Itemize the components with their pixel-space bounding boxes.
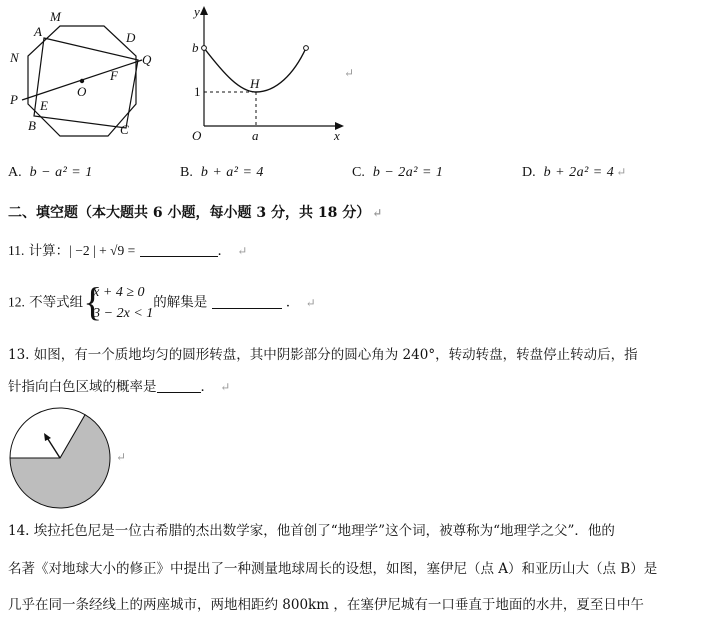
- label-b: B: [28, 118, 36, 133]
- inequality-system: [83, 279, 154, 324]
- label-y: y: [194, 4, 200, 19]
- return-mark: ↵: [344, 66, 355, 80]
- return-mark: ↵: [305, 295, 316, 310]
- answer-blank: [212, 294, 282, 309]
- label-one: 1: [194, 84, 201, 99]
- label-d: D: [126, 30, 136, 45]
- section-heading: [8, 202, 382, 224]
- option-b: [180, 164, 264, 181]
- label-m: M: [50, 9, 61, 24]
- option-d: [522, 164, 626, 181]
- spinner-pie: [8, 406, 128, 510]
- octagon-diagram: [4, 4, 164, 144]
- option-expr: b + a² = 4: [200, 165, 264, 180]
- label-x: x: [334, 128, 340, 143]
- option-expr: b + 2a² = 4: [543, 165, 615, 180]
- question-13-line-2: [8, 376, 230, 398]
- spinner-figure: [8, 406, 128, 510]
- question-text: 针指向白色区域的概率是: [8, 379, 157, 395]
- question-14-line-1: 14. 埃拉托色尼是一位古希腊的杰出数学家，他首创了“地理学”这个词，被尊称为“地理学之父”．他的: [8, 523, 615, 539]
- return-mark: ↵: [616, 165, 627, 179]
- question-14-line-3: 几乎在同一条经线上的两座城市，两地相距约 800km ，在塞伊尼城有一口垂直于地面的水井，夏至日中午: [8, 597, 644, 613]
- label-h: H: [250, 76, 260, 91]
- question-prefix: 计算：: [28, 243, 70, 259]
- label-f: F: [110, 68, 118, 83]
- answer-blank: [140, 242, 218, 257]
- label-q: Q: [142, 52, 152, 67]
- inequality-1: x + 4 ≥ 0: [93, 285, 145, 300]
- question-13-line-1: 13. 如图，有一个质地均匀的圆形转盘，其中阴影部分的圆心角为 240°，转动转盘，转盘停止转动后，指: [8, 347, 638, 363]
- label-b: b: [192, 40, 199, 55]
- label-e: E: [40, 98, 48, 113]
- return-mark: ↵: [372, 206, 383, 220]
- question-prefix: 不等式组: [29, 294, 84, 311]
- return-mark: ↵: [116, 450, 127, 464]
- label-o: O: [77, 84, 87, 99]
- label-origin: O: [192, 128, 202, 143]
- label-n: N: [10, 50, 19, 65]
- question-11: [8, 240, 247, 262]
- label-p: P: [10, 92, 18, 107]
- brace-icon: {: [83, 279, 103, 324]
- section-heading-text: 二、填空题（本大题共 6 小题，每小题 3 分，共 18 分）: [8, 205, 371, 221]
- question-end: ．: [285, 294, 300, 311]
- return-mark: ↵: [220, 380, 231, 394]
- question-suffix: ．: [217, 243, 231, 259]
- answer-blank: [157, 378, 201, 393]
- question-expr: | −2 | + √9 =: [69, 243, 136, 258]
- option-expr: b − a² = 1: [29, 165, 93, 180]
- label-a: A: [34, 24, 42, 39]
- octagon-figure: [4, 4, 164, 144]
- option-c: [352, 164, 443, 181]
- option-label: C.: [352, 165, 365, 180]
- label-c: C: [120, 122, 129, 137]
- question-suffix: 的解集是: [153, 294, 208, 311]
- option-label: B.: [180, 165, 193, 180]
- graph-figure: [184, 2, 354, 150]
- return-mark: ↵: [237, 244, 248, 258]
- function-graph: [184, 2, 354, 150]
- option-expr: b − 2a² = 1: [372, 165, 444, 180]
- label-a: a: [252, 128, 259, 143]
- inequality-2: 3 − 2x < 1: [93, 306, 154, 321]
- option-a: [8, 164, 93, 181]
- question-number: 12.: [8, 294, 25, 310]
- option-label: D.: [522, 165, 536, 180]
- question-suffix: ．: [200, 379, 214, 395]
- option-label: A.: [8, 165, 22, 180]
- question-number: 11.: [8, 243, 25, 258]
- question-14-line-2: 名著《对地球大小的修正》中提出了一种测量地球周长的设想，如图，塞伊尼（点 A）和亚历山大（点 B）是: [8, 561, 658, 577]
- question-12: [8, 279, 316, 324]
